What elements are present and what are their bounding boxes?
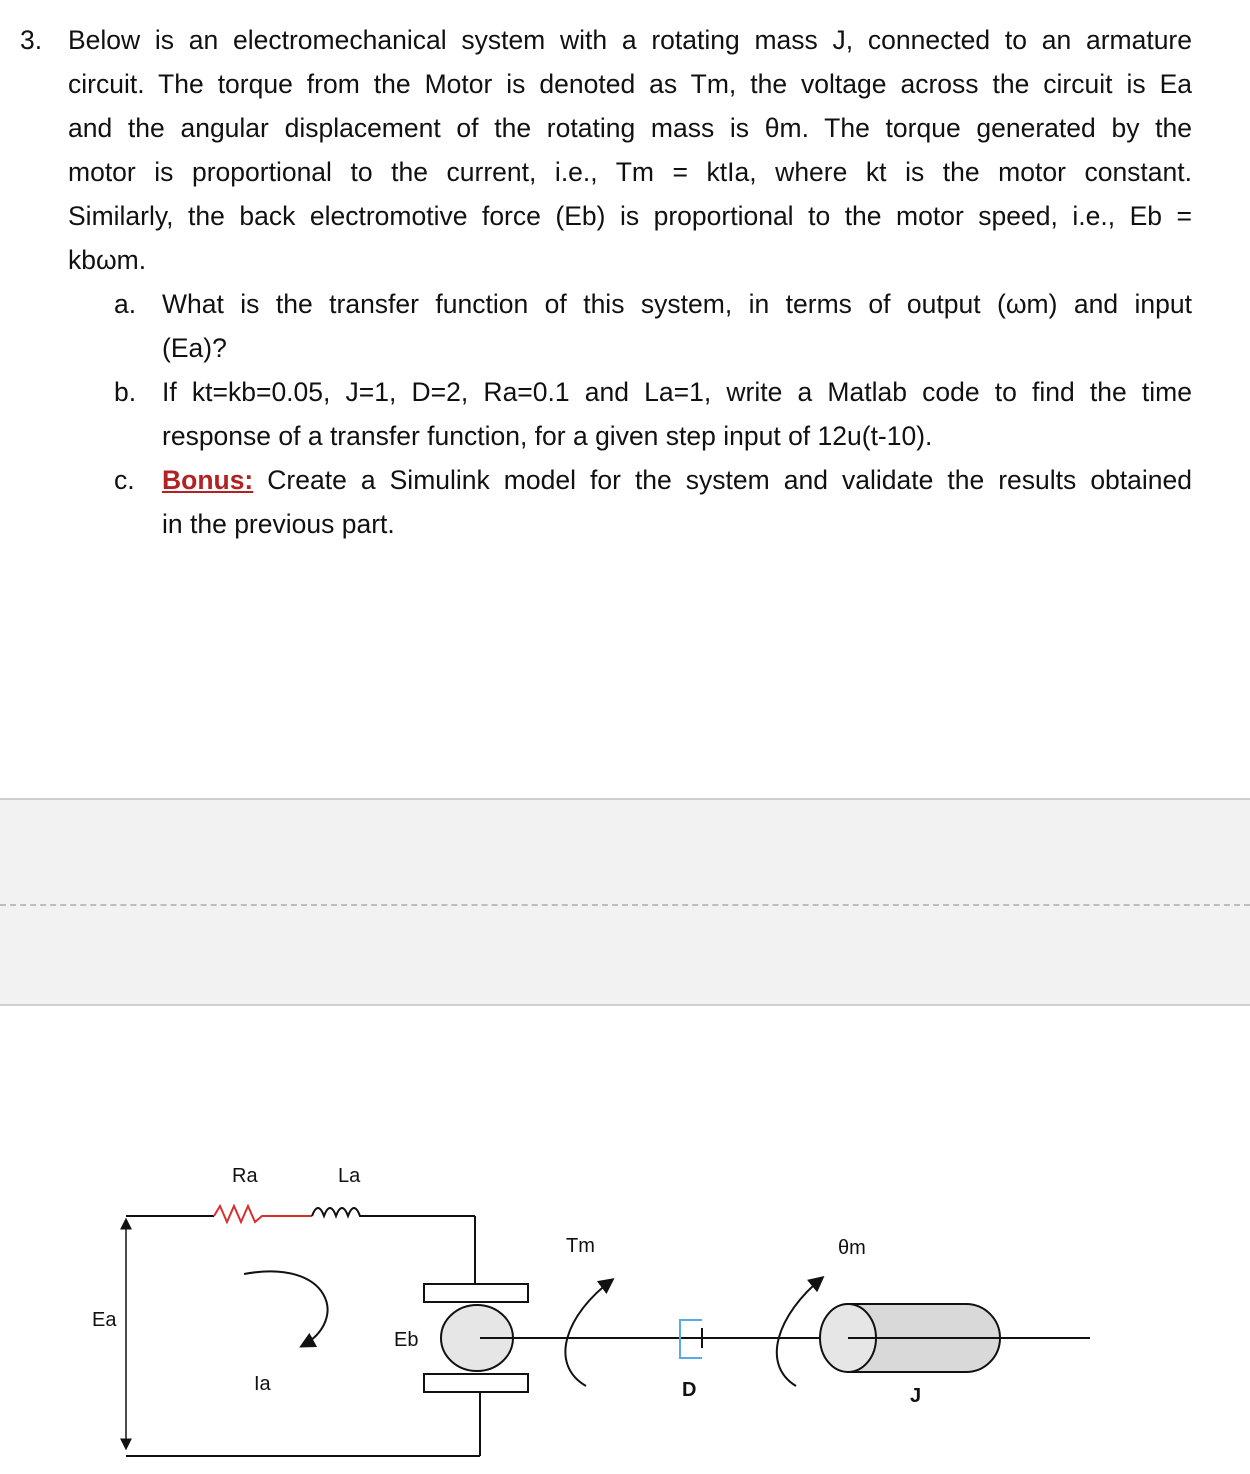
part-c — [114, 458, 1192, 546]
tm-torque-arrow — [565, 1280, 612, 1386]
label-eb: Eb — [394, 1329, 419, 1351]
label-ea: Ea — [92, 1309, 117, 1331]
ia-current-arrow — [244, 1271, 328, 1346]
part-c-line-2: in the previous part. — [162, 509, 395, 539]
label-theta-m: θm — [838, 1237, 866, 1259]
electromechanical-diagram — [0, 1150, 1250, 1470]
part-b-label: b. — [114, 377, 137, 407]
part-a-label: a. — [114, 289, 137, 319]
intro-line-4: motor is proportional to the current, i.e., Tm = ktIa, where kt is the motor constant. — [68, 157, 1192, 187]
intro-line-3: and the angular displacement of the rotating mass is θm. The torque generated by the — [68, 113, 1192, 143]
part-a — [114, 282, 1192, 370]
label-ra: Ra — [232, 1165, 258, 1187]
resistor-ra — [214, 1206, 312, 1222]
intro-line-1: Below is an electromechanical system with a rotating mass J, connected to an armature — [68, 25, 1192, 55]
label-j: J — [910, 1385, 922, 1407]
part-b — [114, 370, 1192, 458]
label-d: D — [682, 1379, 697, 1401]
inductor-la — [312, 1208, 475, 1216]
part-c-line-1 — [162, 458, 1192, 502]
bonus-label: Bonus: — [162, 465, 254, 495]
label-ia: Ia — [254, 1373, 271, 1395]
part-c-label: c. — [114, 465, 135, 495]
dashed-divider — [0, 904, 1250, 906]
question-block — [20, 18, 1192, 546]
part-a-line-2: (Ea)? — [162, 333, 227, 363]
part-b-line-2: response of a transfer function, for a given step input of 12u(t-10). — [162, 421, 933, 451]
label-tm: Tm — [566, 1235, 595, 1257]
question-parts — [114, 282, 1192, 546]
label-la: La — [338, 1165, 361, 1187]
part-b-line-1: If kt=kb=0.05, J=1, D=2, Ra=0.1 and La=1, write a Matlab code to find the time — [162, 377, 1192, 407]
question-number: 3. — [20, 25, 43, 55]
part-c-text-1: Create a Simulink model for the system and validate the results obtained — [267, 465, 1192, 495]
motor-brush-bottom — [424, 1374, 528, 1392]
intro-line-2: circuit. The torque from the Motor is denoted as Tm, the voltage across the circuit is Ea — [68, 69, 1192, 99]
motor-brush-top — [424, 1284, 528, 1302]
gray-separator-band — [0, 798, 1250, 1006]
theta-m-arrow — [777, 1278, 822, 1386]
intro-line-5: Similarly, the back electromotive force (Eb) is proportional to the motor speed, i.e., Eb = — [68, 201, 1192, 231]
part-a-line-1: What is the transfer function of this system, in terms of output (ωm) and input — [162, 289, 1192, 319]
intro-line-6: kbωm. — [68, 245, 147, 275]
question-intro — [68, 18, 1192, 282]
